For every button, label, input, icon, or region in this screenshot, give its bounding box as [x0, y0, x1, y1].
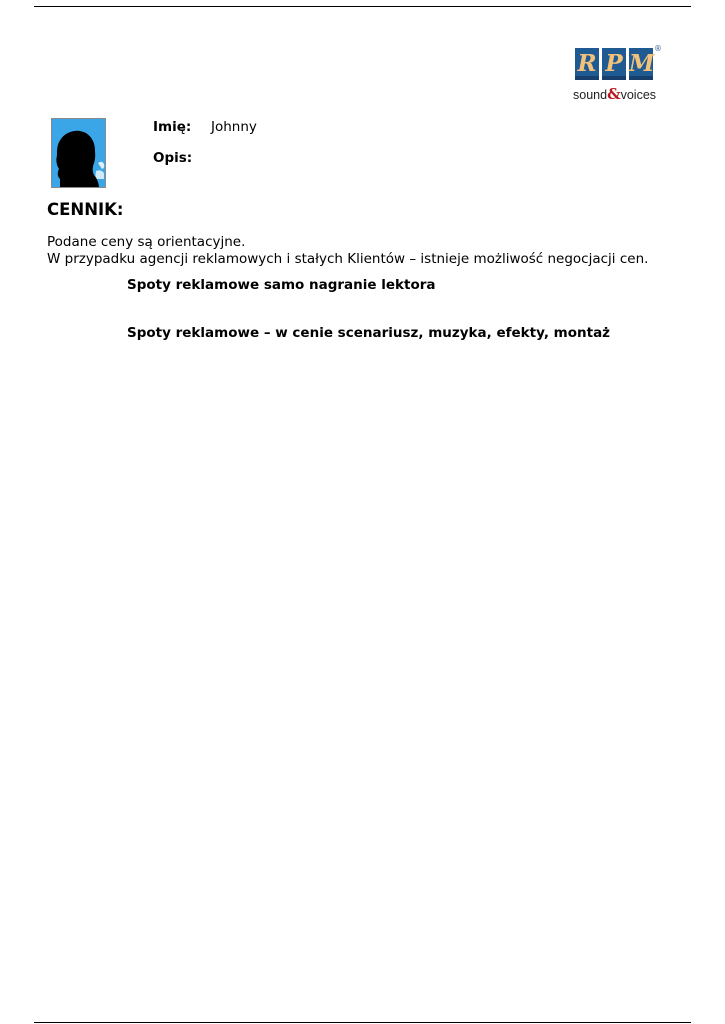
intro-line: Podane ceny są orientacyjne. [47, 234, 246, 250]
name-label: Imię: [153, 119, 192, 135]
section-voiceover-only: Spoty reklamowe samo nagranie lektora [127, 277, 436, 293]
logo-tagline [573, 85, 656, 103]
description-label: Opis: [153, 150, 193, 166]
tagline-sound: sound [573, 88, 608, 102]
intro-line: W przypadku agencji reklamowych i stałych Klientów – istnieje możliwość negocjacji cen. [47, 251, 649, 267]
tagline-ampersand: & [607, 85, 621, 103]
section-full-production: Spoty reklamowe – w cenie scenariusz, muzyka, efekty, montaż [127, 325, 611, 341]
logo-letters [575, 48, 653, 80]
top-divider [34, 6, 691, 7]
rpm-logo [572, 44, 664, 103]
pricing-intro [47, 234, 648, 268]
logo-letter: R [575, 48, 599, 80]
tagline-voices: voices [620, 88, 657, 102]
name-value: Johnny [211, 119, 257, 135]
logo-letter: M [629, 48, 653, 80]
registered-mark: ® [654, 44, 662, 53]
bottom-divider [34, 1022, 691, 1023]
profile-photo [51, 118, 106, 188]
silhouette-icon [52, 119, 105, 187]
logo-letter: P [602, 48, 626, 80]
pricing-heading: CENNIK: [47, 200, 124, 219]
